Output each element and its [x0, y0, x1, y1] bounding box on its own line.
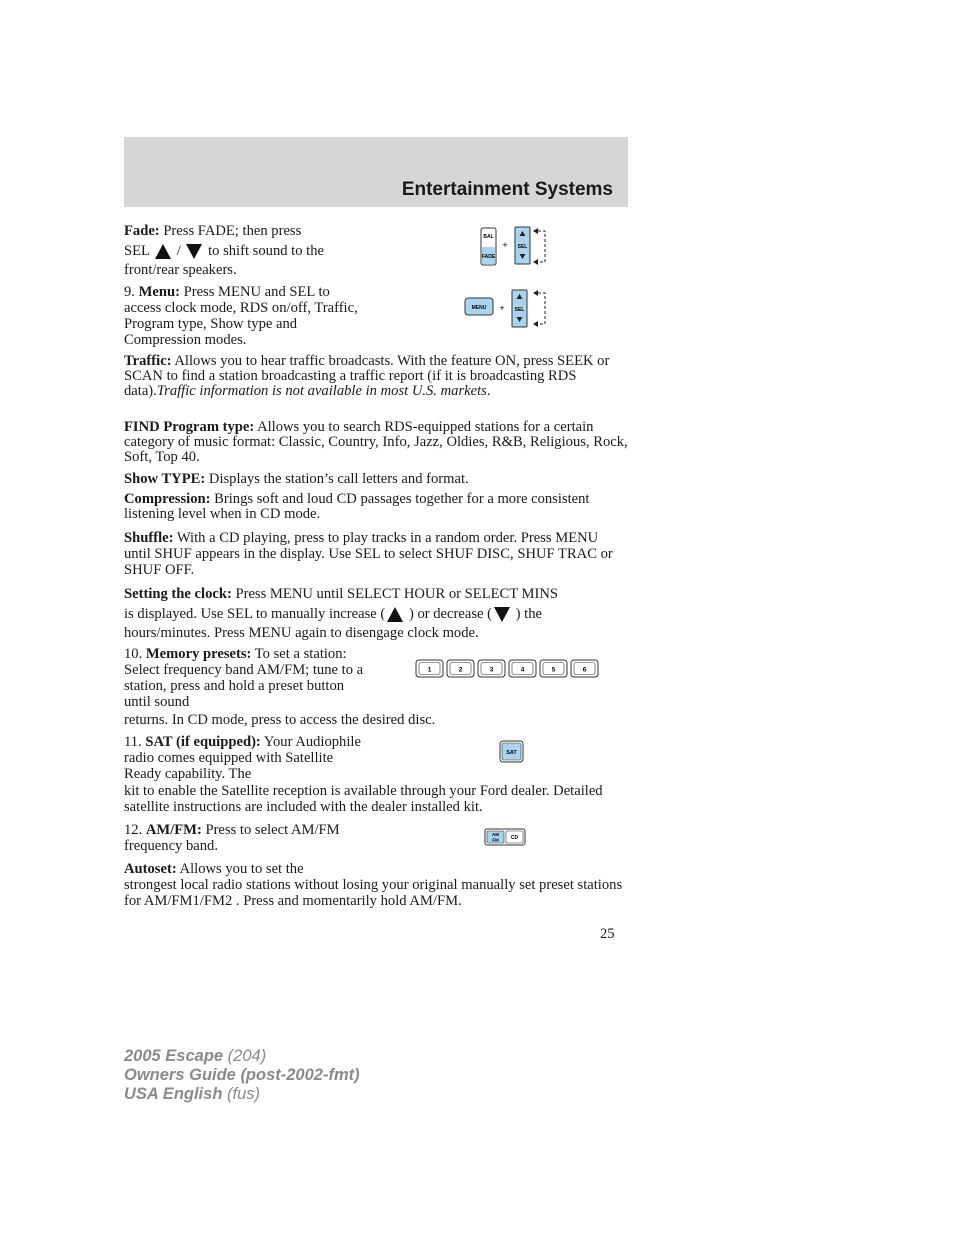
preset-buttons-figure [414, 658, 600, 680]
clock-label: Setting the clock: [124, 586, 232, 602]
up-arrow-icon [387, 607, 403, 622]
amfm-cd-button-figure [484, 827, 528, 847]
memory-presets-label: Memory presets: [145, 646, 252, 662]
show-type-paragraph: Show TYPE: Displays the station’s call letters and format. [124, 471, 469, 487]
document-footer: 2005 Escape (204) Owners Guide (post-2002-fmt) USA English (fus) [124, 1047, 360, 1103]
down-arrow-icon [186, 244, 202, 259]
sat-label: SAT (if equipped): [145, 734, 261, 750]
amfm-paragraph: 12. AM/FM: Press to select AM/FM frequency band. [124, 822, 340, 854]
bal-label: BAL [483, 234, 494, 240]
amfm-label: AM/FM: [145, 822, 202, 838]
memory-presets-paragraph: 10. Memory presets: To set a station: Select frequency band AM/FM; tune to a station, press and hold a preset button until sound [124, 646, 364, 710]
menu-paragraph: 9. Menu: Press MENU and SEL to access clock mode, RDS on/off, Traffic, Program type, Show type and Compression modes. [124, 284, 358, 348]
section-title: Entertainment Systems [401, 179, 613, 200]
find-label: FIND Program type: [124, 419, 255, 435]
compression-paragraph: Compression: Brings soft and loud CD passages together for a more consistent listening level when in CD mode. [124, 491, 590, 522]
sat-continued: kit to enable the Satellite reception is available through your Ford dealer. Detailed satellite instructions are included with the dealer installed kit. [124, 783, 603, 815]
shuffle-label: Shuffle: [124, 530, 174, 546]
preset-label: 1 [427, 666, 432, 674]
sat-button-figure [499, 740, 525, 764]
preset-label: 6 [582, 666, 587, 674]
show-type-label: Show TYPE: [124, 471, 206, 487]
down-arrow-icon [494, 607, 510, 622]
up-arrow-icon [155, 244, 171, 259]
sat-paragraph: 11. SAT (if equipped): Your Audiophile radio comes equipped with Satellite Ready capability. The [124, 734, 361, 782]
autoset-paragraph: Autoset: Allows you to set the [124, 861, 304, 877]
sel-label: SEL [517, 244, 528, 250]
bal-fade-sel-figure [478, 224, 553, 270]
am-label: AM [492, 832, 499, 837]
clock-paragraph: Setting the clock: Press MENU until SELECT HOUR or SELECT MINS is displayed. Use SEL to manually increase ( ) or decrease ( ) the hours/minutes. Press MENU again to disengage clock mode. [124, 586, 559, 641]
preset-label: 2 [458, 666, 463, 674]
preset-button-5 [540, 660, 567, 677]
section-header [124, 137, 628, 207]
page-number: 25 [600, 926, 615, 942]
traffic-paragraph: Traffic: Allows you to hear traffic broadcasts. With the feature ON, press SEEK or SCAN to find a station broadcasting a traffic report (if it is broadcasting RDS data).Traffic information is not available in most U.S. markets. [124, 353, 610, 399]
svg-text:+: + [499, 303, 505, 313]
memory-presets-continued: returns. In CD mode, press to access the desired disc. [124, 712, 436, 728]
autoset-continued: strongest local radio stations without losing your original manually set preset stations for AM/FM1/FM2 . Press and momentarily hold AM/FM. [124, 877, 623, 909]
cd-label: CD [510, 835, 519, 841]
preset-button-3 [478, 660, 505, 677]
autoset-label: Autoset: [124, 861, 177, 877]
find-program-type-paragraph: FIND Program type: Allows you to search RDS-equipped stations for a certain category of music format: Classic, Country, Info, Jazz, Oldies, R&B, Religious, Rock, Soft, Top 40. [124, 419, 628, 465]
preset-label: 4 [520, 666, 525, 674]
menu-label: Menu: [138, 284, 180, 300]
preset-button-4 [509, 660, 536, 677]
preset-label: 5 [551, 666, 556, 674]
preset-button-1 [416, 660, 443, 677]
menu-btn-label: MENU [471, 305, 487, 311]
shuffle-paragraph: Shuffle: With a CD playing, press to play tracks in a random order. Press MENU until SHUF appears in the display. Use SEL to select SHUF DISC, SHUF TRAC or SHUF OFF. [124, 530, 613, 578]
fade-label: Fade: [124, 223, 160, 239]
menu-sel-figure [463, 287, 553, 333]
svg-text:+: + [502, 240, 508, 250]
preset-button-6 [571, 660, 598, 677]
fade-paragraph: Fade: Press FADE; then press SEL / to shift sound to the front/rear speakers. [124, 223, 325, 278]
fade-btn-label: FADE [481, 254, 496, 260]
fm-label: FM [492, 837, 499, 843]
preset-label: 3 [489, 666, 494, 674]
preset-button-2 [447, 660, 474, 677]
compression-label: Compression: [124, 491, 211, 507]
traffic-label: Traffic: [124, 353, 172, 369]
sel-label: SEL [514, 307, 525, 313]
sat-btn-label: SAT [506, 750, 517, 756]
